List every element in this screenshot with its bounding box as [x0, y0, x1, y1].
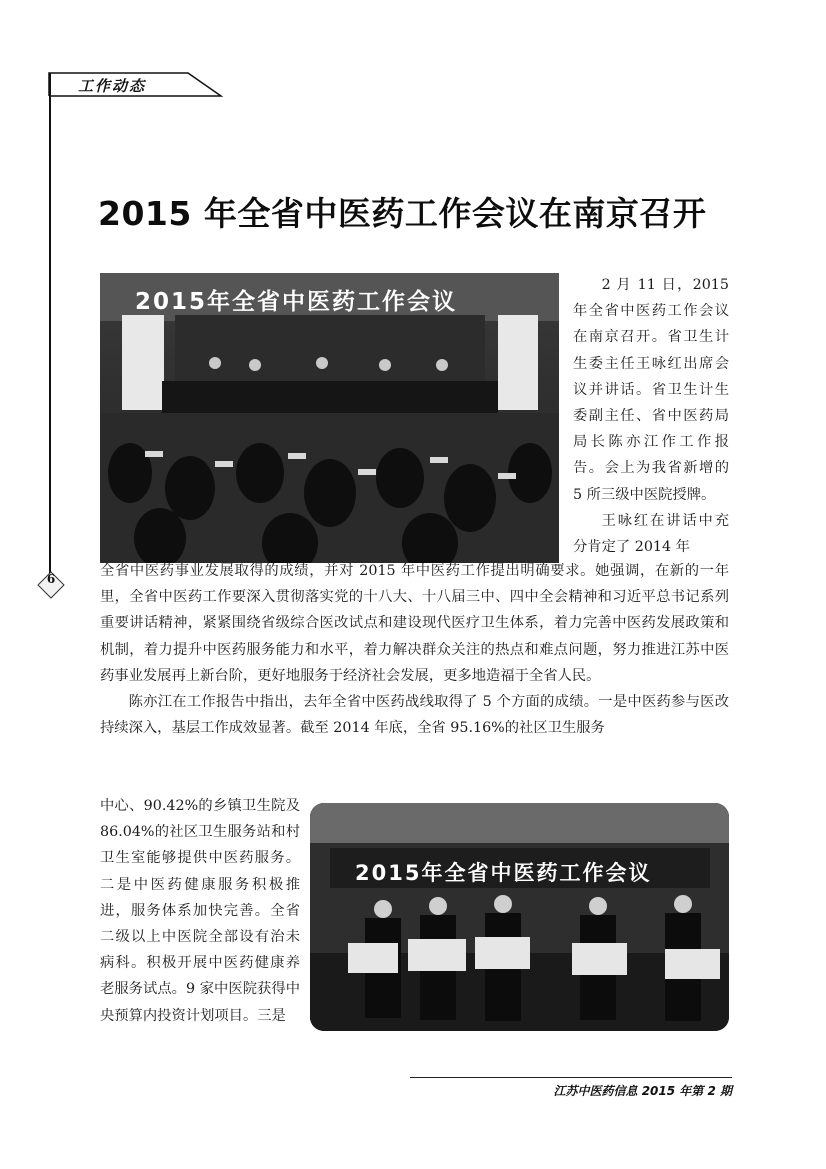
page-title: 2015 年全省中医药工作会议在南京召开 — [98, 194, 707, 233]
article-body — [100, 558, 729, 741]
meeting-photo-graphic — [100, 273, 559, 563]
article-column-left — [100, 793, 300, 1029]
meeting-banner-text: 2015年全省中医药工作会议 — [135, 289, 458, 315]
page-number: 6 — [46, 572, 56, 586]
meeting-photo — [100, 273, 559, 563]
paragraph-1: 2 月 11 日，2015 年全省中医药工作会议在南京召开。省卫生计生委主任王咏红出席会议并讲话。省卫生计生委副主任、省中医药局局长陈亦江作工作报告。会上为我省新增的 5 所三级中医院授牌。 — [573, 277, 729, 503]
paragraph-3-continued: 中心、90.42%的乡镇卫生院及 86.04%的社区卫生服务站和村卫生室能够提供中医药服务。二是中医药健康服务积极推进，服务体系加快完善。全省二级以上中医院全部设有治未病科。积极开展中医药健康养老服务试点。9 家中医院获得中央预算内投资计划项目。三是 — [100, 798, 300, 1024]
article-column-right — [573, 272, 729, 560]
footer-rule — [410, 1077, 732, 1078]
award-banner-text: 2015年全省中医药工作会议 — [355, 861, 652, 885]
award-photo — [310, 803, 729, 1031]
margin-rule — [49, 73, 51, 578]
footer-journal: 江苏中医药信息 2015 年第 2 期 — [553, 1084, 732, 1098]
paragraph-2-start: 王咏红在讲话中充分肯定了 2014 年 — [573, 512, 729, 556]
paragraph-3: 陈亦江在工作报告中指出，去年全省中医药战线取得了 5 个方面的成绩。一是中医药参与医改持续深入，基层工作成效显著。截至 2014 年底，全省 95.16%的社区卫生服务 — [100, 694, 729, 737]
award-photo-graphic — [310, 803, 729, 1031]
section-label: 工作动态 — [78, 77, 147, 95]
paragraph-2-continued: 全省中医药事业发展取得的成绩，并对 2015 年中医药工作提出明确要求。她强调，在新的一年里，全省中医药工作要深入贯彻落实党的十八大、十八届三中、四中全会精神和习近平总书记系列重要讲话精神，紧紧围绕省级综合医改试点和建设现代医疗卫生体系，着力完善中医药发展政策和机制，着力提升中医药服务能力和水平，着力解决群众关注的热点和难点问题，努力推进江苏中医药事业发展再上新台阶，更好地服务于经济社会发展，更多地造福于全省人民。 — [100, 563, 729, 684]
